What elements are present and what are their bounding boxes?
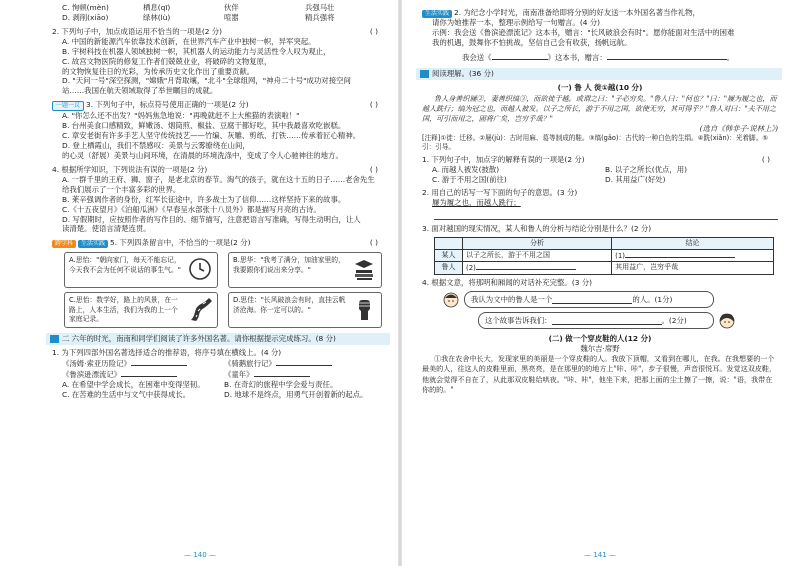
q2-option-d: D. "天问一号"深空探测，"嫦娥"月背取壤，"北斗"全球组网，"神舟二十号"成功对接空间	[62, 76, 351, 86]
option-c-b: 栖息(qī)	[143, 3, 171, 12]
option-c-d: 兵强马壮	[305, 3, 335, 12]
answer-cell[interactable]: (1)	[612, 249, 774, 261]
table-row: 某人 以子之所长，游于不用之国 (1)	[435, 249, 774, 261]
rq4-stem: 4. 根据文意，将那明和厢闻的对话补充完整。(3 分)	[422, 277, 593, 287]
q3-option-c: C. 章安老街有许多手艺人坚守传统技艺——竹编、灰雕、剪纸、打铁……传承着匠心精神。	[62, 131, 361, 141]
answer-blank[interactable]	[552, 296, 632, 304]
option-d-b: 绿林(lù)	[143, 12, 171, 22]
section-marker	[420, 70, 429, 78]
q3-option-d: D. 登上栖霞山，我们不禁感叹：美景与云雾缭绕在山间，	[62, 141, 250, 151]
q4-stem: 4. 根据所学知识，下列说法有误的一项是(2 分) ( )	[52, 165, 386, 175]
q3-stem: 一题一议 3. 下列句子中，标点符号使用正确的一项是(2 分) ( )	[52, 100, 386, 111]
rq-tag: 生活实践	[422, 10, 452, 18]
answer-blank[interactable]	[131, 358, 187, 366]
q2-option-d-cont: 站……我国在航天领域取得了举世瞩目的成就。	[62, 86, 218, 96]
q4-option-a: A. 一群千里的王府、狮、窗子，是老北京的春节。淘气的孩子，就在这十五的日子……老舍先生	[62, 174, 375, 184]
message-card-a: A.思怡："朝向家门，每天不能忘记，今天我不会为任何不说话的事生气。"	[64, 252, 218, 288]
q2-option-c: C. 故宫文物医院的修复工作者们兢兢业业，将破碎的文物复原，	[62, 56, 272, 66]
answer-paren[interactable]: ( )	[369, 238, 378, 248]
q4-option-d-cont: 读清楚。使语言清楚连贯。	[62, 224, 151, 234]
book-item: 《骑鹅旅行记》	[224, 358, 386, 369]
table-row: 鲁人 (2) 其用益广，岂穷乎哉	[435, 262, 774, 274]
page-number-left: — 140 —	[184, 550, 216, 559]
q5-tag-2: 生活实践	[78, 240, 108, 248]
option-d-a: D. 剥削(xiāo)	[62, 12, 109, 22]
answer-blank[interactable]	[276, 358, 332, 366]
gift-fill-line: 我会送《 》这本书，赠言： 。	[462, 52, 735, 62]
table-corner	[435, 237, 463, 249]
answer-paren[interactable]: ( )	[369, 100, 378, 110]
clock-icon	[187, 256, 213, 282]
s1-stem: 1. 为下列四部外国名著选择适合的推荐语，将序号填在横线上。(4 分)	[52, 348, 282, 358]
q5-tag-1: 跨学科	[52, 240, 76, 248]
option-d-d: 精兵强将	[305, 12, 335, 22]
girl-avatar-icon	[718, 312, 736, 330]
q4-option-c: C.《十五夜望月》《泊船瓜洲》《早春呈水部张十八员外》都是描写月亮的古诗。	[62, 204, 321, 214]
book-name-blank[interactable]	[492, 52, 548, 60]
rq1-options-row-2: C. 游于不用之国(前往) D. 其用益广(好处)	[432, 175, 666, 185]
fist-icon	[351, 296, 377, 322]
table-header-analysis: 分析	[463, 237, 612, 249]
s1-options-row-1: A. 在希望中学会成长，在困难中变得坚韧。 B. 在奇幻的旅程中学会爱与责任。	[62, 380, 338, 390]
passage-2-title: (二) 做一个穿皮鞋的人(12 分)	[548, 333, 652, 343]
answer-blank[interactable]	[121, 369, 177, 377]
option-c-c: 伙伴	[224, 3, 239, 12]
q4-option-d: D. 写假期时，应按照作者的写作目的、细节描写，注意把语言写准确，写得生动明白，让人	[62, 214, 361, 224]
example-line-1: 示例：我会送《鲁滨逊漂流记》这本书，赠言："长风破浪会有时"。愿你能面对生活中的困难	[432, 27, 735, 37]
q3-option-d-cont: 的心灵（舒展）美景与山间环境，在清晨的环境洗涤中，变成了令人心驰神往的地方。	[62, 151, 343, 161]
rq3-stem: 3. 面对越国的现实情况，某人和鲁人的分析与结论分别是什么？(2 分)	[422, 223, 652, 233]
table-header-conclusion: 结论	[612, 237, 774, 249]
q4-option-b: B. 莱辛强调作者的身份，红军长征途中，许多战士为了信仰……这样坚持下来的故事。	[62, 194, 346, 204]
passage-1-title: (一) 鲁 人 徙①越(10 分)	[557, 82, 643, 92]
speech-bubble-1: 我认为文中的鲁人是一个 的人。(1分)	[464, 291, 714, 308]
q3-option-b: B. 台州美食口感精致，鲜嫩汤、烟筒煎、椒盐、豆腐干都好吃，其中我最喜欢吃嵌糕。	[62, 121, 346, 131]
q2-option-a: A. 中国的新能源汽车依靠技术创新，在世界汽车产业中独树一帜，异军突起。	[62, 36, 316, 46]
book-item: 《童年》	[224, 369, 386, 380]
message-cards	[64, 252, 382, 328]
book-list	[52, 358, 386, 380]
rq2-quote: 屦为履之也，而越人跣行；	[432, 198, 521, 208]
q2-option-c-cont: 的文物恢复往日的光彩，为传承历史文化作出了重要贡献。	[62, 66, 255, 76]
option-c-a: C. 恂顿(mèn)	[62, 3, 109, 12]
rq1-options-row-1: A. 而越人被发(披散) B. 以子之所长(优点，用)	[432, 165, 688, 175]
q1-options-row-d	[52, 13, 386, 23]
section-marker	[50, 335, 59, 343]
answer-blank[interactable]	[254, 369, 310, 377]
answer-blank[interactable]	[625, 250, 735, 258]
passage-1-text: 鲁人身善织屦②，妻善织缟③，而欲徙于越。或谓之曰："子必穷矣。"鲁人曰："何也？"曰："屦为履之也，而越人跣行；缟为冠之也，而越人被发。以子之所长，游于不用之国，欲使无穷，其可得乎？"鲁人对曰："夫不用之国，可引而用之，固将广矣，岂穷乎哉？"	[422, 93, 777, 123]
q1-options-row-c	[52, 3, 386, 13]
q2-option-b: B. 宇树科技在机器人领域独树一帜，其机器人的运动能力与灵活性令人叹为观止，	[62, 46, 331, 56]
rq1-stem: 1. 下列句子中，加点字的解释有误的一项是(2 分) ( )	[422, 155, 778, 165]
q2-stem: 2. 下列句子中，加点成语运用不恰当的一项是(2 分) ( )	[52, 27, 386, 37]
q3-option-a: A. "你怎么还不出发？"妈妈焦急地说："再晚就赶不上大熊猫的表演啦！"	[62, 111, 300, 121]
q3-tag: 一题一议	[52, 101, 84, 111]
dialogue-row-2	[478, 312, 778, 330]
answer-blank[interactable]	[476, 262, 576, 270]
s1-options-row-2: C. 在苦难的生活中与文气中获得成长。 D. 地球不是终点，用勇气开创着新的起点。	[62, 390, 368, 400]
section-header-reading: 阅读理解。(36 分)	[416, 68, 782, 80]
answer-blank[interactable]	[552, 317, 662, 325]
answer-paren[interactable]: ( )	[369, 26, 378, 36]
section-header-2: 二 六年的时光，南南和同学们阅读了许多外国名著。请你根据提示完成练习。(8 分)	[46, 333, 390, 345]
option-d-c: 喧嚣	[224, 12, 239, 22]
boy-avatar-icon	[442, 291, 460, 309]
analysis-table	[434, 237, 774, 275]
right-page	[400, 0, 800, 566]
message-card-c: C.思怡：数学好，路上的风景，在一路上，人本生活，我们为我的上一个家庭记录。	[64, 292, 218, 328]
rq2-stem: 2. 用自己的话写一写下面的句子的意思。(3 分)	[422, 188, 578, 198]
book-item: 《汤姆·索亚历险记》	[62, 358, 224, 369]
message-card-b: B.思华："我考了满分，加油家里的，我要跟你们说出来分享。"	[228, 252, 382, 288]
q5-stem: 跨学科 生活实践 5. 下列四条留言中，不恰当的一项是(2 分) ( )	[52, 238, 386, 248]
rq-intro-stem: 生活实践 2. 为纪念小学时光，南南准备给即将分别的好友送一本外国名著当作礼物，	[422, 8, 778, 18]
answer-paren[interactable]: ( )	[761, 155, 770, 165]
speech-bubble-2: 这个故事告诉我们： 。(2分)	[478, 312, 714, 329]
passage-1-notes: [注释]①徙：迁移。②屦(jù)：古时用麻、葛等制成的鞋。③缟(gǎo)：古代的一种白色的生绢。④跣(xiǎn)：光着脚。⑤引：引导。	[422, 133, 769, 151]
rq-intro-stem-cont: 请你为她推荐一本，整理示例给写一句赠言。(4 分)	[432, 18, 601, 28]
message-card-d: D.思佳："长风破浪会有时，直挂云帆济沧海。你一定可以的。"	[228, 292, 382, 328]
answer-paren[interactable]: ( )	[369, 164, 378, 174]
book-stack-icon	[351, 256, 377, 282]
answer-cell[interactable]: (2)	[463, 262, 612, 274]
dialogue-row-1	[442, 291, 778, 309]
passage-1-source: (选自《韩非子·说林上》)	[699, 123, 778, 133]
example-line-2: 我的机遇，鼓舞你不怕挑战，坚信自己会有收获，扬帆远航。	[432, 37, 632, 47]
book-item: 《鲁滨逊漂流记》	[62, 369, 224, 380]
road-icon	[187, 296, 213, 322]
page-number-right: — 141 —	[584, 550, 616, 559]
q4-option-a-cont: 给我们展示了一个丰富多彩的世界。	[62, 184, 181, 194]
message-blank[interactable]	[607, 52, 727, 60]
passage-2-text: ①我在农舍中长大，发现家里的美丽是一个穿皮鞋的人。我放下顶帽，又看到在哪儿，在我。在我想要的一个最美的人，往这人的皮鞋里面，黑亮亮，是在那里的的地方上"咔、咔"，步子很慢，声音很悦耳。发觉这双皮鞋，他就会觉得不自在了，从此那双皮鞋给哄夜。"咔、咔"，他坐下来，把那上面的尘土擦了一擦，说："语，我带在你的的。"	[422, 354, 777, 394]
answer-line[interactable]	[434, 210, 778, 220]
passage-2-author: 魏尔吉·席野	[580, 344, 620, 354]
